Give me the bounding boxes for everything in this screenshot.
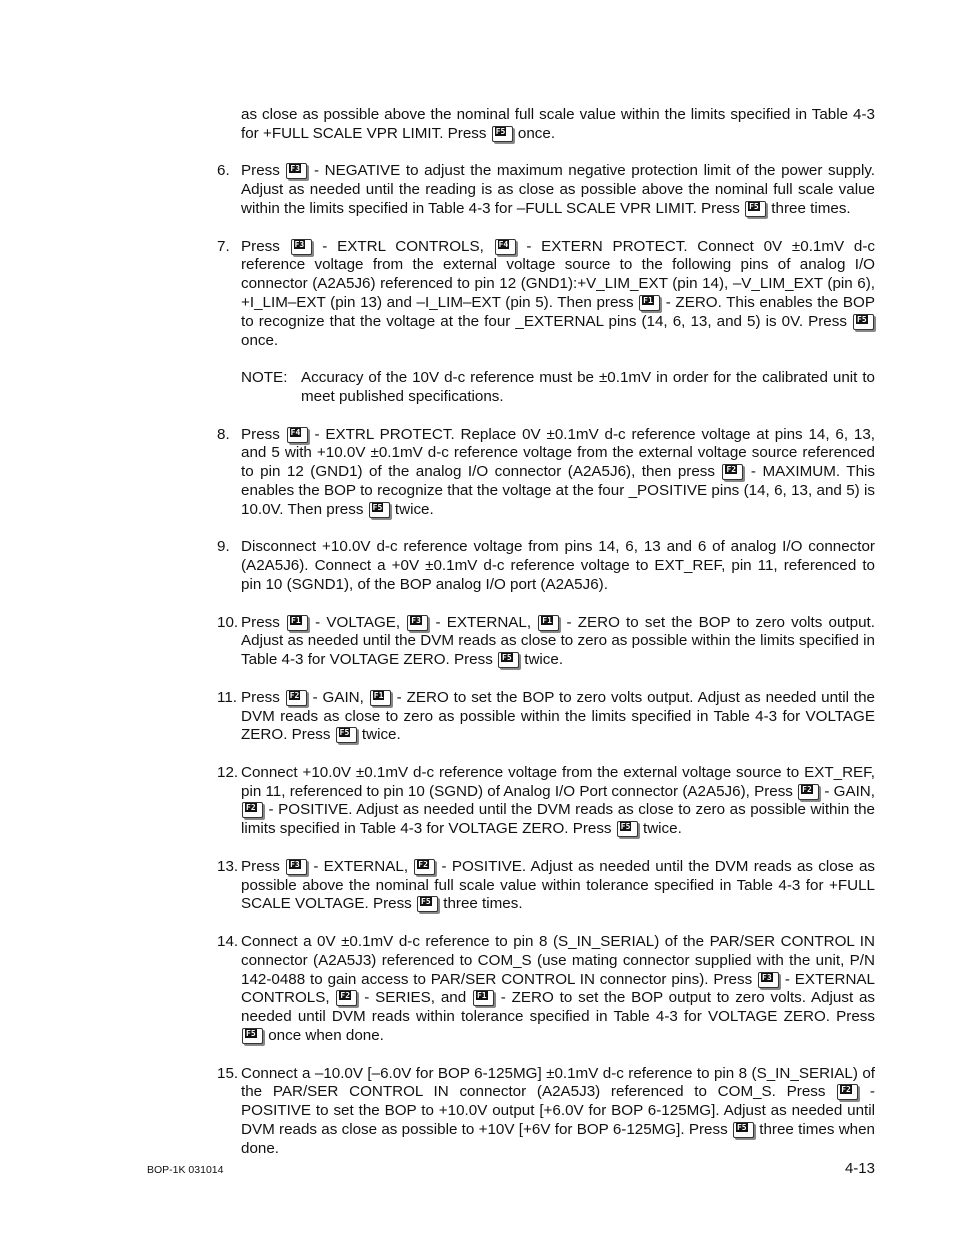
f2-key-icon: F2: [722, 464, 743, 480]
step-number: 7.: [217, 237, 230, 255]
footer-doc-id: BOP-1K 031014: [147, 1164, 224, 1176]
step-text: [241, 858, 875, 914]
step-list: [217, 162, 876, 1158]
step-number: 8.: [217, 425, 230, 443]
text-run: once.: [513, 124, 556, 142]
f5-key-icon: F5: [336, 727, 357, 743]
procedure-step: [217, 613, 875, 670]
f5-key-icon: F5: [417, 896, 438, 912]
text-run: Disconnect +10.0V d-c reference voltage from pins 14, 6, 13 and 6 of analog I/O connector (A2A5J6). Connect a +0V ±0.1mV d-c reference voltage to EXT_REF, pin 11, referenced to pin 10 (SGND1), of the BOP analog I/O port (A2A5J6).: [241, 538, 875, 593]
text-run: three times when done.: [241, 1121, 876, 1157]
text-run: - MAXIMUM. This enables the BOP to recognize that the voltage at the four _POSITIVE pins (14, 6, 13, and 5) is 10.0V. Then press: [241, 463, 875, 518]
text-run: Connect a 0V ±0.1mV d-c reference to pin 8 (S_IN_SERIAL) of the PAR/SER CONTROL IN connector (A2A5J3) referenced to COM_S (use mating connector supplied with the unit, P/N 142-0488 to gain access to PAR/SER CONTROL IN connector pins). Press: [241, 933, 875, 988]
text-run: twice.: [357, 726, 401, 744]
f1-key-icon: F1: [639, 295, 660, 311]
f3-key-icon: F3: [286, 859, 307, 875]
step-number: 9.: [217, 538, 230, 556]
f3-key-icon: F3: [758, 972, 779, 988]
f3-key-icon: F3: [407, 615, 428, 631]
procedure-step: [217, 933, 876, 1046]
f2-key-icon: F2: [286, 690, 307, 706]
f1-key-icon: F1: [370, 690, 391, 706]
text-run: three times.: [439, 895, 523, 913]
text-run: - EXTRL PROTECT. Replace 0V ±0.1mV d-c reference voltage at pins 14, 6, 13, and 5 with +10.0V ±0.1mV d-c reference voltage from the external voltage source referenced to pin 12 (GND1) of the analog I/O connector (A2A5J6), then press: [241, 425, 875, 481]
procedure-step: [217, 1064, 876, 1159]
text-run: - EXTERNAL,: [308, 857, 414, 875]
note-block: [241, 369, 875, 407]
step-text: [241, 538, 875, 594]
f2-key-icon: F2: [798, 784, 819, 800]
text-run: - GAIN,: [307, 688, 369, 706]
procedure-step: [217, 425, 875, 520]
page-number: 4-13: [844, 1160, 875, 1177]
text-run: Press: [241, 162, 286, 180]
f1-key-icon: F1: [287, 615, 308, 631]
step-number: 14.: [217, 933, 239, 951]
step-text: [241, 933, 875, 1046]
step-number: 13.: [217, 857, 239, 875]
f5-key-icon: F5: [617, 821, 638, 837]
f2-key-icon: F2: [837, 1084, 858, 1100]
text-run: three times.: [767, 199, 851, 217]
text-run: - EXTERNAL CONTROLS,: [241, 970, 875, 1007]
step-text: [241, 426, 875, 520]
text-run: - NEGATIVE to adjust the maximum negative protection limit of the power supply. Adjust as needed until the reading is as close as possible above the nominal full scale value within the limits specified in Table 4-3 for –FULL SCALE VPR LIMIT. Press: [241, 162, 875, 217]
procedure-step: [217, 763, 875, 839]
text-run: - EXTRL CONTROLS,: [312, 237, 494, 255]
procedure-step: [217, 857, 875, 914]
f5-key-icon: F5: [242, 1028, 263, 1044]
f3-key-icon: F3: [291, 239, 312, 255]
text-run: - EXTERN PROTECT. Connect 0V ±0.1mV d-c reference voltage from the external voltage source to the following pins of analog I/O connector (A2A5J6) referenced to pin 12 (GND1):+V_LIM_EXT (pin 14), –V_LIM_EXT (pin 6), +I_LIM–EXT (pin 13) and –I_LIM–EXT (pin 5). Then press: [241, 237, 875, 311]
step-text: [241, 162, 875, 218]
text-run: twice.: [520, 651, 564, 669]
f2-key-icon: F2: [414, 859, 435, 875]
text-run: as close as possible above the nominal full scale value within the limits specified in Table 4-3 for +FULL SCALE VPR LIMIT. Press: [241, 106, 875, 142]
f4-key-icon: F4: [495, 239, 516, 255]
f5-key-icon: F5: [853, 314, 874, 330]
f4-key-icon: F4: [287, 427, 308, 443]
step-number: 15.: [217, 1064, 239, 1082]
text-run: once.: [241, 331, 279, 349]
text-run: Press: [241, 857, 286, 875]
step-text: [241, 614, 875, 670]
text-run: once when done.: [264, 1027, 384, 1045]
text-run: - ZERO to set the BOP to zero volts output. Adjust as needed until the DVM reads as close to zero as possible within the limits specified in Table 4-3 for VOLTAGE ZERO. Press: [241, 613, 875, 669]
f3-key-icon: F3: [286, 163, 307, 179]
text-run: - POSITIVE to set the BOP to +10.0V output [+6.0V for BOP 6-125MG]. Adjust as needed until DVM reads as close as possible to +10V [+6V for BOP 6-125MG]. Press: [241, 1083, 875, 1139]
f1-key-icon: F1: [473, 990, 494, 1006]
text-run: - GAIN,: [820, 782, 875, 800]
f2-key-icon: F2: [242, 802, 263, 818]
note-text: Accuracy of the 10V d-c reference must be ±0.1mV in order for the calibrated unit to meet published specifications.: [301, 369, 875, 405]
procedure-body: [217, 106, 876, 1159]
procedure-step: [217, 237, 875, 351]
step-number: 10.: [217, 613, 239, 631]
step-number: 6.: [217, 162, 230, 180]
text-run: - ZERO. This enables the BOP to recognize that the voltage at the four _EXTERNAL pins (14, 6, 13, and 5) is 0V. Press: [241, 293, 875, 330]
text-run: - VOLTAGE,: [309, 613, 407, 631]
procedure-step: [217, 538, 875, 594]
step-text: [241, 238, 875, 351]
step-text: [241, 764, 875, 839]
f2-key-icon: F2: [336, 990, 357, 1006]
text-run: Press: [241, 425, 286, 443]
text-run: - EXTERNAL,: [429, 613, 538, 631]
text-run: twice.: [390, 500, 434, 518]
f5-key-icon: F5: [733, 1122, 754, 1138]
text-run: twice.: [638, 820, 682, 838]
f5-key-icon: F5: [745, 201, 766, 217]
step-number: 12.: [217, 763, 239, 781]
text-run: Press: [241, 688, 285, 706]
procedure-step: [217, 162, 875, 218]
text-run: - SERIES, and: [358, 989, 472, 1007]
procedure-step: [217, 688, 875, 745]
step-text: [241, 1065, 875, 1159]
text-run: Press: [241, 613, 286, 631]
text-run: - ZERO to set the BOP output to zero volts. Adjust as needed until DVM reads within tolerance specified in Table 4-3 for VOLTAGE ZERO. Press: [241, 989, 876, 1026]
f1-key-icon: F1: [538, 615, 559, 631]
f5-key-icon: F5: [498, 652, 519, 668]
text-run: - ZERO to set the BOP to zero volts output. Adjust as needed until the DVM reads as close to zero as possible within the limits specified in Table 4-3 for VOLTAGE ZERO. Press: [241, 688, 875, 744]
text-run: - POSITIVE. Adjust as needed until the DVM reads as close to zero as possible within the limits specified in Table 4-3 for VOLTAGE ZERO. Press: [241, 801, 875, 838]
text-run: Connect a –10.0V [–6.0V for BOP 6-125MG] ±0.1mV d-c reference to pin 8 (S_IN_SERIAL) of the PAR/SER CONTROL IN connector (A2A5J3) referenced to COM_S. Press: [241, 1064, 875, 1101]
step-number: 11.: [217, 688, 237, 706]
text-run: Press: [241, 237, 290, 255]
f5-key-icon: F5: [369, 502, 390, 518]
text-run: - POSITIVE. Adjust as needed until the DVM reads as close as possible above the nominal full scale value within tolerance specified in Table 4-3 for +FULL SCALE VOLTAGE. Press: [241, 857, 875, 913]
intro-paragraph: [241, 106, 875, 144]
text-run: Connect +10.0V ±0.1mV d-c reference voltage from the external voltage source to EXT_REF, pin 11, referenced to pin 10 (SGND) of Analog I/O Port connector (A2A5J6), Press: [241, 763, 875, 800]
note-label: NOTE:: [241, 369, 288, 387]
f5-key-icon: F5: [492, 126, 513, 142]
step-text: [241, 689, 875, 745]
